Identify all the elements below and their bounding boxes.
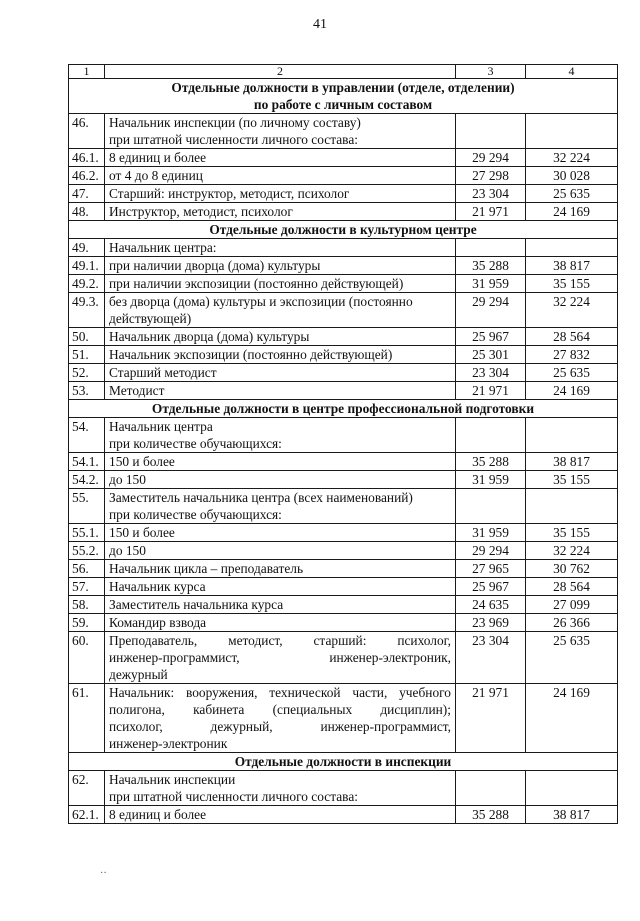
description-line: при наличии экспозиции (постоянно действующей) bbox=[109, 276, 404, 291]
row-description bbox=[105, 771, 456, 806]
table-row bbox=[69, 275, 618, 293]
section-title-line: Отдельные должности в центре профессиональной подготовки bbox=[151, 401, 535, 416]
salary-value-col4: 35 155 bbox=[526, 471, 618, 489]
row-description bbox=[105, 578, 456, 596]
row-number: 61. bbox=[69, 684, 105, 753]
row-number: 49. bbox=[69, 239, 105, 257]
description-line: при количестве обучающихся: bbox=[109, 507, 282, 522]
salary-value-col4: 26 366 bbox=[526, 614, 618, 632]
section-header-row bbox=[69, 221, 618, 239]
column-header-3: 3 bbox=[456, 65, 526, 79]
row-description bbox=[105, 806, 456, 824]
row-description bbox=[105, 149, 456, 167]
table-row bbox=[69, 806, 618, 824]
row-number: 59. bbox=[69, 614, 105, 632]
salary-value-col3: 29 294 bbox=[456, 149, 526, 167]
column-header-row bbox=[69, 65, 618, 79]
table-row bbox=[69, 453, 618, 471]
table-row bbox=[69, 293, 618, 328]
description-line: психолог, дежурный, инженер-программист, bbox=[109, 719, 451, 734]
section-title bbox=[69, 400, 618, 418]
row-number: 54. bbox=[69, 418, 105, 453]
row-number: 55. bbox=[69, 489, 105, 524]
description-line: без дворца (дома) культуры и экспозиции (постоянно bbox=[109, 294, 413, 309]
section-title bbox=[69, 221, 618, 239]
table-row bbox=[69, 364, 618, 382]
description-line: Методист bbox=[109, 383, 165, 398]
table-row bbox=[69, 489, 618, 524]
salary-value-col4: 27 099 bbox=[526, 596, 618, 614]
table-row bbox=[69, 257, 618, 275]
table-row bbox=[69, 596, 618, 614]
description-line: Начальник инспекции bbox=[109, 772, 236, 787]
salary-value-col3 bbox=[456, 771, 526, 806]
row-description bbox=[105, 239, 456, 257]
table-row bbox=[69, 684, 618, 753]
salary-value-col4: 32 224 bbox=[526, 293, 618, 328]
table-row bbox=[69, 203, 618, 221]
row-description bbox=[105, 453, 456, 471]
row-number: 49.1. bbox=[69, 257, 105, 275]
description-line: Старший методист bbox=[109, 365, 217, 380]
section-title-line: Отдельные должности в культурном центре bbox=[209, 222, 477, 237]
salary-value-col4: 38 817 bbox=[526, 806, 618, 824]
row-description bbox=[105, 524, 456, 542]
description-line: инженер-программист, инженер-электроник, bbox=[109, 650, 451, 665]
salary-value-col4 bbox=[526, 771, 618, 806]
table-row bbox=[69, 771, 618, 806]
salary-value-col4: 28 564 bbox=[526, 578, 618, 596]
description-line: Начальник инспекции (по личному составу) bbox=[109, 115, 361, 130]
table-row bbox=[69, 167, 618, 185]
salary-value-col4: 35 155 bbox=[526, 275, 618, 293]
description-line: Заместитель начальника центра (всех наименований) bbox=[109, 490, 413, 505]
salary-value-col3: 23 969 bbox=[456, 614, 526, 632]
description-line: 8 единиц и более bbox=[109, 150, 207, 165]
salary-value-col3: 29 294 bbox=[456, 293, 526, 328]
salary-value-col4: 25 635 bbox=[526, 185, 618, 203]
description-line: 8 единиц и более bbox=[109, 807, 207, 822]
row-description bbox=[105, 596, 456, 614]
table-row bbox=[69, 632, 618, 684]
description-line: дежурный bbox=[109, 667, 168, 682]
row-description bbox=[105, 382, 456, 400]
description-line: полигона, кабинета (специальных дисциплин); bbox=[109, 702, 451, 717]
salary-value-col4: 35 155 bbox=[526, 524, 618, 542]
salary-value-col4 bbox=[526, 114, 618, 149]
row-description bbox=[105, 489, 456, 524]
salary-value-col3: 24 635 bbox=[456, 596, 526, 614]
row-description bbox=[105, 346, 456, 364]
row-description bbox=[105, 418, 456, 453]
row-description bbox=[105, 185, 456, 203]
salary-value-col3: 31 959 bbox=[456, 275, 526, 293]
description-line: при штатной численности личного состава: bbox=[109, 132, 358, 147]
row-number: 49.2. bbox=[69, 275, 105, 293]
row-number: 62.1. bbox=[69, 806, 105, 824]
row-number: 46.2. bbox=[69, 167, 105, 185]
row-number: 53. bbox=[69, 382, 105, 400]
row-number: 62. bbox=[69, 771, 105, 806]
salary-value-col4: 28 564 bbox=[526, 328, 618, 346]
salary-value-col3: 27 298 bbox=[456, 167, 526, 185]
table-row bbox=[69, 471, 618, 489]
description-line: Начальник: вооружения, технической части, учебного bbox=[109, 685, 451, 700]
salary-value-col4 bbox=[526, 239, 618, 257]
salary-value-col4: 38 817 bbox=[526, 257, 618, 275]
table-row bbox=[69, 185, 618, 203]
description-line: Старший: инструктор, методист, психолог bbox=[109, 186, 350, 201]
row-number: 47. bbox=[69, 185, 105, 203]
description-line: Инструктор, методист, психолог bbox=[109, 204, 293, 219]
salary-value-col3: 25 301 bbox=[456, 346, 526, 364]
row-number: 49.3. bbox=[69, 293, 105, 328]
salary-table bbox=[68, 64, 618, 824]
row-number: 54.1. bbox=[69, 453, 105, 471]
description-line: Командир взвода bbox=[109, 615, 207, 630]
row-description bbox=[105, 167, 456, 185]
row-number: 60. bbox=[69, 632, 105, 684]
page-number: 41 bbox=[313, 17, 327, 32]
table-row bbox=[69, 149, 618, 167]
row-number: 54.2. bbox=[69, 471, 105, 489]
salary-value-col4: 30 028 bbox=[526, 167, 618, 185]
salary-value-col4 bbox=[526, 418, 618, 453]
description-line: 150 и более bbox=[109, 525, 175, 540]
salary-value-col3: 25 967 bbox=[456, 578, 526, 596]
salary-value-col3: 31 959 bbox=[456, 471, 526, 489]
row-number: 56. bbox=[69, 560, 105, 578]
row-description bbox=[105, 684, 456, 753]
row-number: 50. bbox=[69, 328, 105, 346]
salary-value-col3: 23 304 bbox=[456, 632, 526, 684]
salary-value-col3: 35 288 bbox=[456, 806, 526, 824]
table-row bbox=[69, 346, 618, 364]
table-row bbox=[69, 542, 618, 560]
description-line: Начальник дворца (дома) культуры bbox=[109, 329, 310, 344]
description-line: при количестве обучающихся: bbox=[109, 436, 282, 451]
table-row bbox=[69, 382, 618, 400]
salary-value-col3 bbox=[456, 418, 526, 453]
description-line: при штатной численности личного состава: bbox=[109, 789, 358, 804]
scan-mark: ·· bbox=[100, 868, 107, 879]
table-row bbox=[69, 114, 618, 149]
table-row bbox=[69, 614, 618, 632]
section-title-line: по работе с личным составом bbox=[253, 97, 433, 112]
section-header-row bbox=[69, 79, 618, 114]
column-header-1: 1 bbox=[69, 65, 105, 79]
salary-value-col3: 21 971 bbox=[456, 684, 526, 753]
table-row bbox=[69, 418, 618, 453]
row-description bbox=[105, 560, 456, 578]
description-line: при наличии дворца (дома) культуры bbox=[109, 258, 321, 273]
salary-value-col4: 25 635 bbox=[526, 364, 618, 382]
description-line: Преподаватель, методист, старший: психолог, bbox=[109, 633, 451, 648]
section-header-row bbox=[69, 400, 618, 418]
section-title-line: Отдельные должности в инспекции bbox=[234, 754, 452, 769]
salary-value-col4: 32 224 bbox=[526, 149, 618, 167]
description-line: Начальник центра bbox=[109, 419, 213, 434]
row-description bbox=[105, 632, 456, 684]
row-number: 48. bbox=[69, 203, 105, 221]
description-line: от 4 до 8 единиц bbox=[109, 168, 203, 183]
row-description bbox=[105, 328, 456, 346]
section-header-row bbox=[69, 753, 618, 771]
row-number: 46. bbox=[69, 114, 105, 149]
description-line: Начальник курса bbox=[109, 579, 206, 594]
description-line: Заместитель начальника курса bbox=[109, 597, 284, 612]
salary-value-col4: 24 169 bbox=[526, 684, 618, 753]
salary-value-col3 bbox=[456, 239, 526, 257]
description-line: до 150 bbox=[109, 472, 146, 487]
row-number: 57. bbox=[69, 578, 105, 596]
row-description bbox=[105, 275, 456, 293]
section-title-line: Отдельные должности в управлении (отделе, отделении) bbox=[171, 80, 515, 95]
table-row bbox=[69, 560, 618, 578]
description-line: 150 и более bbox=[109, 454, 175, 469]
salary-value-col3: 25 967 bbox=[456, 328, 526, 346]
row-number: 55.2. bbox=[69, 542, 105, 560]
table-row bbox=[69, 239, 618, 257]
description-line: действующей) bbox=[109, 311, 192, 326]
description-line: Начальник центра: bbox=[109, 240, 217, 255]
row-number: 58. bbox=[69, 596, 105, 614]
table-row bbox=[69, 578, 618, 596]
row-description bbox=[105, 542, 456, 560]
salary-value-col3: 29 294 bbox=[456, 542, 526, 560]
row-number: 46.1. bbox=[69, 149, 105, 167]
salary-value-col3: 27 965 bbox=[456, 560, 526, 578]
salary-value-col4: 24 169 bbox=[526, 382, 618, 400]
salary-value-col3: 21 971 bbox=[456, 382, 526, 400]
section-title bbox=[69, 753, 618, 771]
salary-value-col3 bbox=[456, 489, 526, 524]
row-number: 51. bbox=[69, 346, 105, 364]
row-number: 52. bbox=[69, 364, 105, 382]
row-description bbox=[105, 114, 456, 149]
salary-value-col4: 27 832 bbox=[526, 346, 618, 364]
salary-value-col4: 32 224 bbox=[526, 542, 618, 560]
salary-value-col3: 35 288 bbox=[456, 257, 526, 275]
row-description bbox=[105, 364, 456, 382]
row-description bbox=[105, 203, 456, 221]
salary-value-col3: 35 288 bbox=[456, 453, 526, 471]
row-number: 55.1. bbox=[69, 524, 105, 542]
table-row bbox=[69, 328, 618, 346]
salary-value-col4: 38 817 bbox=[526, 453, 618, 471]
description-line: инженер-электроник bbox=[109, 736, 228, 751]
section-title bbox=[69, 79, 618, 114]
salary-value-col3: 23 304 bbox=[456, 185, 526, 203]
row-description bbox=[105, 293, 456, 328]
salary-value-col4: 30 762 bbox=[526, 560, 618, 578]
salary-value-col4: 25 635 bbox=[526, 632, 618, 684]
description-line: Начальник цикла – преподаватель bbox=[109, 561, 304, 576]
table-body bbox=[69, 65, 618, 824]
salary-value-col4: 24 169 bbox=[526, 203, 618, 221]
salary-value-col3: 21 971 bbox=[456, 203, 526, 221]
row-description bbox=[105, 471, 456, 489]
column-header-4: 4 bbox=[526, 65, 618, 79]
salary-value-col3: 23 304 bbox=[456, 364, 526, 382]
column-header-2: 2 bbox=[105, 65, 456, 79]
description-line: до 150 bbox=[109, 543, 146, 558]
table-row bbox=[69, 524, 618, 542]
row-description bbox=[105, 257, 456, 275]
salary-value-col3: 31 959 bbox=[456, 524, 526, 542]
salary-value-col3 bbox=[456, 114, 526, 149]
description-line: Начальник экспозиции (постоянно действующей) bbox=[109, 347, 393, 362]
salary-value-col4 bbox=[526, 489, 618, 524]
row-description bbox=[105, 614, 456, 632]
